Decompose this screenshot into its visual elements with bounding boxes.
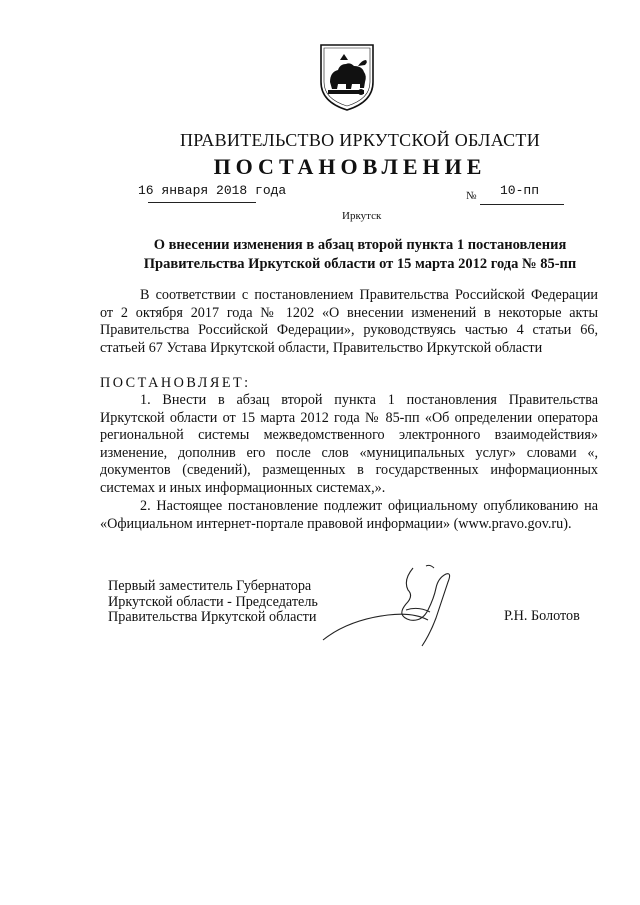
resolves-label: ПОСТАНОВЛЯЕТ: bbox=[100, 375, 251, 391]
position-line-2: Иркутской области - Председатель bbox=[108, 593, 318, 610]
signatory-position bbox=[108, 579, 318, 626]
handwritten-signature bbox=[318, 560, 478, 660]
position-line-3: Правительства Иркутской области bbox=[108, 609, 317, 625]
preamble-paragraph: В соответствии с постановлением Правительства Российской Федерации от 2 октября 2017 года № 1202 «О внесении изменений в некоторые акты Правительства Российской Федерации», руководствуясь частью 4 статьи 66, статьей 67 Устава Иркутской области, Правительство Иркутской области bbox=[100, 287, 598, 356]
decree-heading: ПОСТАНОВЛЕНИЕ bbox=[213, 154, 487, 179]
decree-date: 16 января 2018 года bbox=[138, 183, 287, 198]
position-line-1: Первый заместитель Губернатора bbox=[108, 578, 312, 594]
number-underline bbox=[480, 204, 564, 205]
signatory-name: Р.Н. Болотов bbox=[504, 608, 580, 624]
title-line-1: О внесении изменения в абзац второй пункта 1 постановления bbox=[153, 237, 567, 253]
decree-title bbox=[100, 236, 620, 274]
city-label: Иркутск bbox=[342, 210, 382, 222]
item-1-paragraph: 1. Внести в абзац второй пункта 1 постановления Правительства Иркутской области от 15 марта 2012 года № 85-пп «Об определении оператора региональной системы межведомственного электронного взаимодействия» изменение, дополнив его после слов «муниципальных услуг» словами «, документов (сведений), размещенных в государственных информационных системах и иных информационных системах,». bbox=[100, 392, 598, 496]
title-line-2: Правительства Иркутской области от 15 марта 2012 года № 85-пп bbox=[143, 256, 577, 272]
decree-number: 10-пп bbox=[500, 183, 540, 198]
coat-of-arms-icon bbox=[318, 42, 376, 112]
date-underline bbox=[148, 202, 256, 203]
number-sign: № bbox=[466, 190, 477, 202]
government-heading: ПРАВИТЕЛЬСТВО ИРКУТСКОЙ ОБЛАСТИ bbox=[179, 130, 541, 150]
item-2-paragraph: 2. Настоящее постановление подлежит официальному опубликованию на «Официальном интернет-портале правовой информации» (www.pravo.gov.ru). bbox=[100, 498, 598, 532]
